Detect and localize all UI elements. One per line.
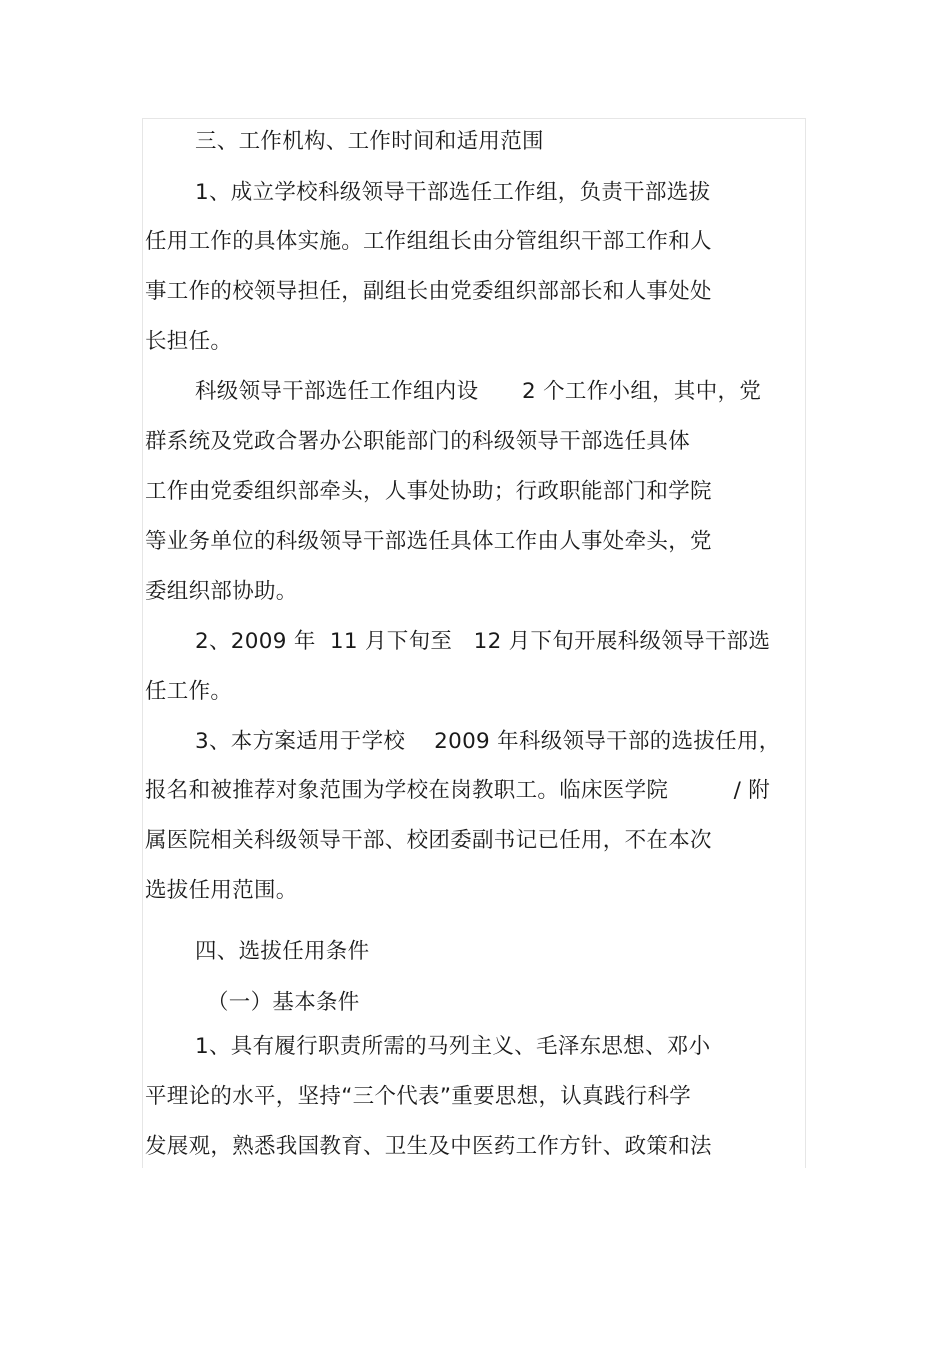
paragraph-5-line-1: 1、具有履行职责所需的马列主义、毛泽东思想、邓小 [195,1034,711,1059]
paragraph-1-line-3: 事工作的校领导担任，副组长由党委组织部部长和人事处处 [145,279,712,304]
paragraph-4-line-4: 选拔任用范围。 [145,878,298,903]
paragraph-4-line-3: 属医院相关科级领导干部、校团委副书记已任用，不在本次 [145,828,712,853]
paragraph-1-line-4: 长担任。 [145,329,233,354]
paragraph-2-line-4: 等业务单位的科级领导干部选任具体工作由人事处牵头，党 [145,529,712,554]
subheading-basic-conditions: （一）基本条件 [207,990,360,1015]
paragraph-2-line-2: 群系统及党政合署办公职能部门的科级领导干部选任具体 [145,429,691,454]
paragraph-1-line-2: 任用工作的具体实施。工作组组长由分管组织干部工作和人 [145,229,712,254]
paragraph-2-line-1: 科级领导干部选任工作组内设 2 个工作小组，其中，党 [195,379,762,404]
paragraph-3-line-1: 2、2009 年 11 月下旬至 12 月下旬开展科级领导干部选 [195,629,771,654]
heading-section-3: 三、工作机构、工作时间和适用范围 [195,129,544,154]
paragraph-1-line-1: 1、成立学校科级领导干部选任工作组，负责干部选拔 [195,180,711,205]
paragraph-2-line-5: 委组织部协助。 [145,579,298,604]
heading-section-4: 四、选拔任用条件 [195,939,370,964]
paragraph-2-line-3: 工作由党委组织部牵头，人事处协助；行政职能部门和学院 [145,479,712,504]
paragraph-3-line-2: 任工作。 [145,679,233,704]
paragraph-4-line-1: 3、本方案适用于学校 2009 年科级领导干部的选拔任用， [195,729,781,754]
paragraph-5-line-2: 平理论的水平，坚持“三个代表”重要思想，认真践行科学 [145,1084,692,1109]
paragraph-4-line-2: 报名和被推荐对象范围为学校在岗教职工。临床医学院 / 附 [145,778,771,803]
paragraph-5-line-3: 发展观，熟悉我国教育、卫生及中医药工作方针、政策和法 [145,1134,712,1159]
